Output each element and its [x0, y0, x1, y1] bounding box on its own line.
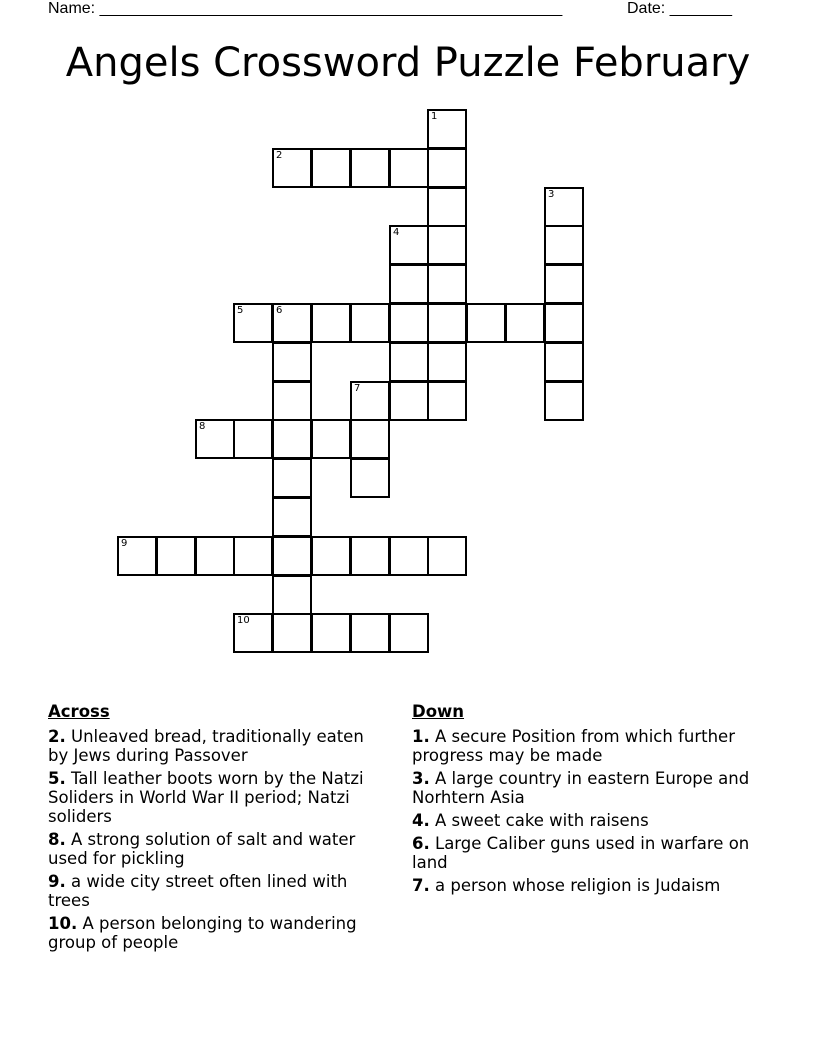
grid-cell[interactable] — [350, 148, 390, 188]
date-line: Date: _______ — [627, 0, 732, 17]
grid-cell[interactable] — [389, 342, 429, 382]
grid-cell[interactable] — [233, 613, 273, 653]
clue-text: A secure Position from which further progress may be made — [412, 727, 735, 765]
grid-cell[interactable] — [389, 536, 429, 576]
grid-cell[interactable] — [544, 187, 584, 227]
clue-number: 6. — [412, 834, 430, 853]
clue-text: Tall leather boots worn by the Natzi Soliders in World War II period; Natzi soliders — [48, 769, 364, 826]
grid-cell[interactable] — [427, 187, 467, 227]
clue-number: 10. — [48, 914, 78, 933]
clue-across-5 — [48, 769, 388, 826]
clue-down-3 — [412, 769, 752, 807]
grid-cell[interactable] — [272, 148, 312, 188]
cell-number: 4 — [393, 227, 400, 238]
clue-down-6 — [412, 834, 752, 872]
grid-cell[interactable] — [389, 264, 429, 304]
name-line: Name: ____________________________________________________ — [48, 0, 563, 17]
grid-cell[interactable] — [311, 419, 351, 459]
grid-cell[interactable] — [233, 536, 273, 576]
cell-number: 6 — [276, 305, 283, 316]
clue-down-1 — [412, 727, 752, 765]
grid-cell[interactable] — [233, 419, 273, 459]
grid-cell[interactable] — [350, 381, 390, 421]
clue-number: 5. — [48, 769, 66, 788]
grid-cell[interactable] — [427, 303, 467, 343]
grid-cell[interactable] — [427, 225, 467, 265]
cell-number: 1 — [431, 111, 438, 122]
clue-number: 4. — [412, 811, 430, 830]
clue-number: 2. — [48, 727, 66, 746]
cell-number: 8 — [199, 421, 206, 432]
grid-cell[interactable] — [427, 536, 467, 576]
across-clues — [48, 702, 388, 956]
clue-number: 1. — [412, 727, 430, 746]
cell-number: 5 — [237, 305, 244, 316]
clue-text: A large country in eastern Europe and Norhtern Asia — [412, 769, 750, 807]
page-title: Angels Crossword Puzzle February — [65, 40, 751, 86]
grid-cell[interactable] — [350, 419, 390, 459]
clue-across-10 — [48, 914, 388, 952]
grid-cell[interactable] — [350, 303, 390, 343]
clue-number: 9. — [48, 872, 66, 891]
across-heading: Across — [48, 702, 110, 721]
grid-cell[interactable] — [544, 225, 584, 265]
grid-cell[interactable] — [311, 303, 351, 343]
down-clues — [412, 702, 752, 899]
grid-cell[interactable] — [544, 303, 584, 343]
clue-text: a wide city street often lined with trees — [48, 872, 348, 910]
cell-number: 9 — [121, 538, 128, 549]
cell-number: 3 — [548, 189, 555, 200]
grid-cell[interactable] — [350, 458, 390, 498]
clue-text: A strong solution of salt and water used for pickling — [48, 830, 356, 868]
grid-cell[interactable] — [272, 303, 312, 343]
grid-cell[interactable] — [272, 536, 312, 576]
grid-cell[interactable] — [544, 381, 584, 421]
clue-across-9 — [48, 872, 388, 910]
grid-cell[interactable] — [272, 342, 312, 382]
grid-cell[interactable] — [427, 381, 467, 421]
grid-cell[interactable] — [156, 536, 196, 576]
clue-text: a person whose religion is Judaism — [435, 876, 721, 895]
clue-across-8 — [48, 830, 388, 868]
grid-cell[interactable] — [272, 613, 312, 653]
grid-cell[interactable] — [311, 613, 351, 653]
grid-cell[interactable] — [466, 303, 506, 343]
down-heading: Down — [412, 702, 465, 721]
clue-number: 3. — [412, 769, 430, 788]
grid-cell[interactable] — [427, 148, 467, 188]
clue-down-7 — [412, 876, 752, 895]
clue-text: A person belonging to wandering group of people — [48, 914, 357, 952]
grid-cell[interactable] — [350, 536, 390, 576]
grid-cell[interactable] — [195, 536, 235, 576]
grid-cell[interactable] — [389, 381, 429, 421]
grid-cell[interactable] — [389, 225, 429, 265]
clue-number: 7. — [412, 876, 430, 895]
grid-cell[interactable] — [544, 264, 584, 304]
grid-cell[interactable] — [350, 613, 390, 653]
clue-number: 8. — [48, 830, 66, 849]
grid-cell[interactable] — [427, 109, 467, 149]
clue-text: Unleaved bread, traditionally eaten by Jews during Passover — [48, 727, 364, 765]
grid-cell[interactable] — [117, 536, 157, 576]
cell-number: 10 — [237, 615, 250, 626]
grid-cell[interactable] — [389, 303, 429, 343]
grid-cell[interactable] — [272, 575, 312, 615]
grid-cell[interactable] — [311, 536, 351, 576]
grid-cell[interactable] — [272, 381, 312, 421]
grid-cell[interactable] — [195, 419, 235, 459]
clue-text: A sweet cake with raisens — [435, 811, 649, 830]
cell-number: 2 — [276, 150, 283, 161]
clue-text: Large Caliber guns used in warfare on land — [412, 834, 750, 872]
grid-cell[interactable] — [427, 264, 467, 304]
grid-cell[interactable] — [389, 613, 429, 653]
cell-number: 7 — [354, 383, 361, 394]
clue-down-4 — [412, 811, 752, 830]
grid-cell[interactable] — [389, 148, 429, 188]
grid-cell[interactable] — [272, 497, 312, 537]
grid-cell[interactable] — [272, 419, 312, 459]
clue-across-2 — [48, 727, 388, 765]
grid-cell[interactable] — [427, 342, 467, 382]
grid-cell[interactable] — [233, 303, 273, 343]
grid-cell[interactable] — [272, 458, 312, 498]
grid-cell[interactable] — [505, 303, 545, 343]
grid-cell[interactable] — [544, 342, 584, 382]
grid-cell[interactable] — [311, 148, 351, 188]
